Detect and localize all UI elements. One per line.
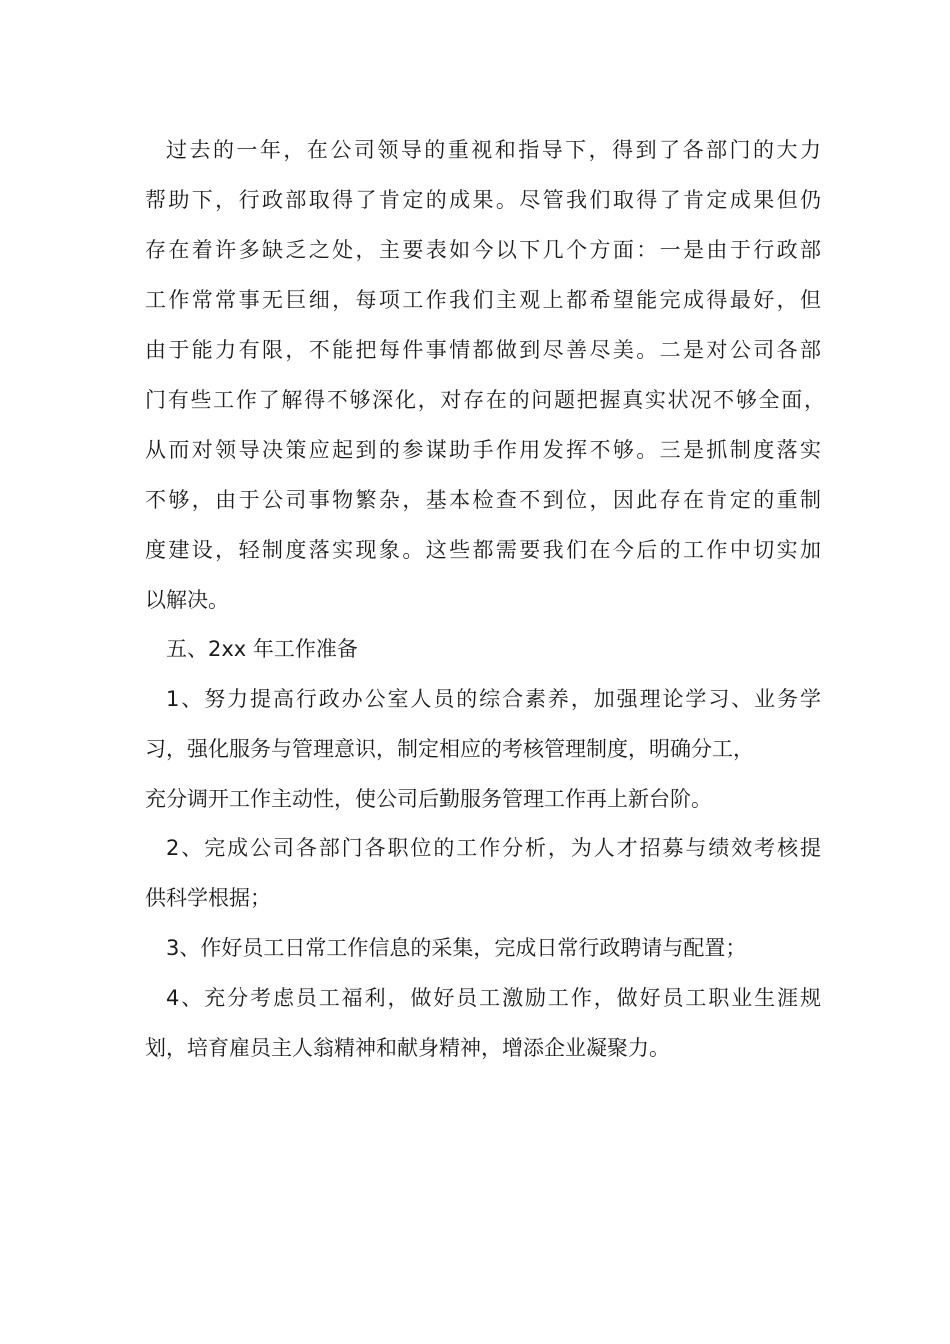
paragraph-line: 以解决。 [145, 588, 229, 612]
paragraph-line: 从而对领导决策应起到的参谋助手作用发挥不够。三是抓制度落实 [145, 438, 821, 462]
paragraph-line: 门有些工作了解得不够深化，对存在的问题把握真实状况不够全面， [145, 388, 825, 412]
paragraph-line: 度建设，轻制度落实现象。这些都需要我们在今后的工作中切实加 [145, 538, 821, 562]
paragraph-line: 存在着许多缺乏之处，主要表如今以下几个方面：一是由于行政部 [145, 238, 821, 262]
paragraph-line: 工作常常事无巨细，每项工作我们主观上都希望能完成得最好，但 [145, 288, 821, 312]
document-body [145, 0, 825, 1344]
list-item-line: 1、努力提高行政办公室人员的综合素养，加强理论学习、业务学 [166, 687, 821, 711]
paragraph-line: 由于能力有限，不能把每件事情都做到尽善尽美。二是对公司各部 [145, 338, 821, 362]
list-item-line: 4、充分考虑员工福利，做好员工激励工作，做好员工职业生涯规 [166, 986, 821, 1010]
section-heading: 五、2xx 年工作准备 [166, 637, 358, 661]
paragraph-line: 帮助下，行政部取得了肯定的成果。尽管我们取得了肯定成果但仍 [145, 188, 821, 212]
list-item-line: 供科学根据； [145, 886, 271, 910]
list-item-line: 3、作好员工日常工作信息的采集，完成日常行政聘请与配置； [166, 936, 747, 960]
list-item-line: 2、完成公司各部门各职位的工作分析，为人才招募与绩效考核提 [166, 836, 821, 860]
list-item-line: 习，强化服务与管理意识，制定相应的考核管理制度，明确分工， [145, 737, 754, 761]
list-item-line: 充分调开工作主动性，使公司后勤服务管理工作再上新台阶。 [145, 787, 712, 811]
paragraph-line: 过去的一年，在公司领导的重视和指导下，得到了各部门的大力 [166, 138, 821, 162]
list-item-line: 划，培育雇员主人翁精神和献身精神，增添企业凝聚力。 [145, 1036, 670, 1060]
paragraph-line: 不够，由于公司事物繁杂，基本检查不到位，因此存在肯定的重制 [145, 488, 821, 512]
